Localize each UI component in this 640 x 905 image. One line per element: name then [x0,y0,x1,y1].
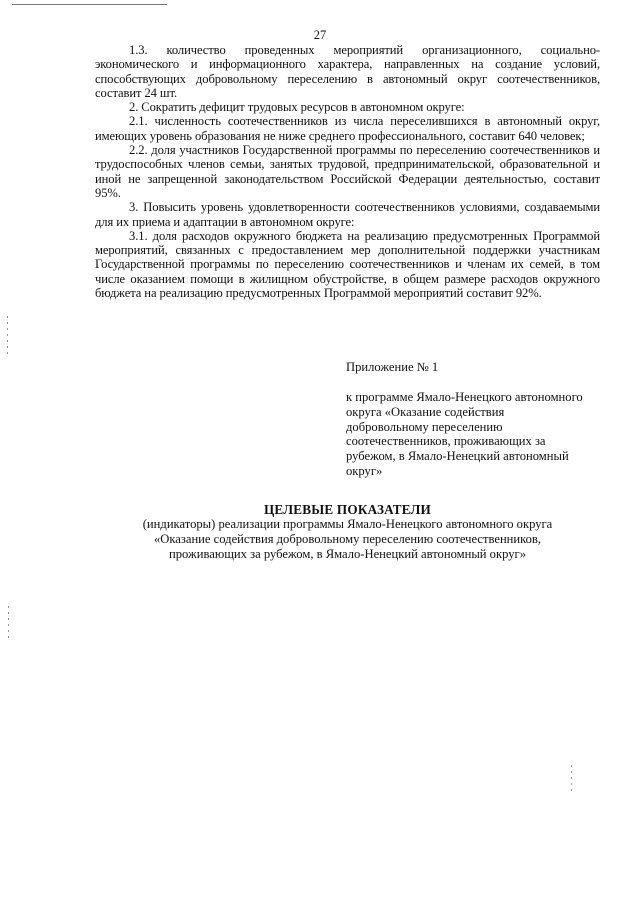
heading-line-1: (индикаторы) реализации программы Ямало-Ненецкого автономного округа [142,517,553,531]
paragraph-3: 3. Повысить уровень удовлетворенности соотечественников условиями, создаваемыми для их приема и адаптации в автономном округе: [95,200,600,229]
heading-title: ЦЕЛЕВЫЕ ПОКАЗАТЕЛИ [263,502,432,517]
scan-edge-line [12,4,167,5]
document-body [95,43,600,300]
scan-marks-right [571,765,572,793]
paragraph-1-3: 1.3. количество проведенных мероприятий организационного, социально-экономического и информационного характера, направленных на создание условий, способствующих добровольному переселению в автономный округ соотечественников, составит 24 шт. [95,43,600,100]
section-heading [95,502,600,562]
paragraph-2-2: 2.2. доля участников Государственной программы по переселению соотечественников и трудоспособных членов семьи, занятых трудовой, предпринимательской, образовательной и иной не запрещенной законодательством Российской Федерации деятельностью, составит 95%. [95,143,600,200]
page-number: 27 [313,28,327,42]
paragraph-2: 2. Сократить дефицит трудовых ресурсов в автономном округе: [129,100,465,115]
heading-line-3: проживающих за рубежом, в Ямало-Ненецкий автономный округ» [168,547,526,561]
scan-marks-left-lower [8,606,9,640]
scan-marks-left-upper [7,316,8,354]
paragraph-2-1: 2.1. численность соотечественников из числа переселившихся в автономный округ, имеющих уровень образования не ниже среднего профессионального, составит 640 человек; [95,114,600,143]
heading-line-2: «Оказание содействия добровольному переселению соотечественников, [153,532,542,546]
appendix-text: к программе Ямало-Ненецкого автономного округа «Оказание содействия добровольному переселению соотечественников, проживающих за рубежом, в Ямало-Ненецкий автономный округ» [346,390,583,478]
paragraph-3-1: 3.1. доля расходов окружного бюджета на реализацию предусмотренных Программой мероприятий, связанных с предоставлением мер дополнительной поддержки участникам Государственной программы по переселению соотечественников и членам их семей, в том числе оказанием помощи в жилищном обустройстве, в общем размере расходов окружного бюджета на реализацию предусмотренных Программой мероприятий составит 92%. [95,228,600,301]
appendix-title: Приложение № 1 [346,360,439,374]
